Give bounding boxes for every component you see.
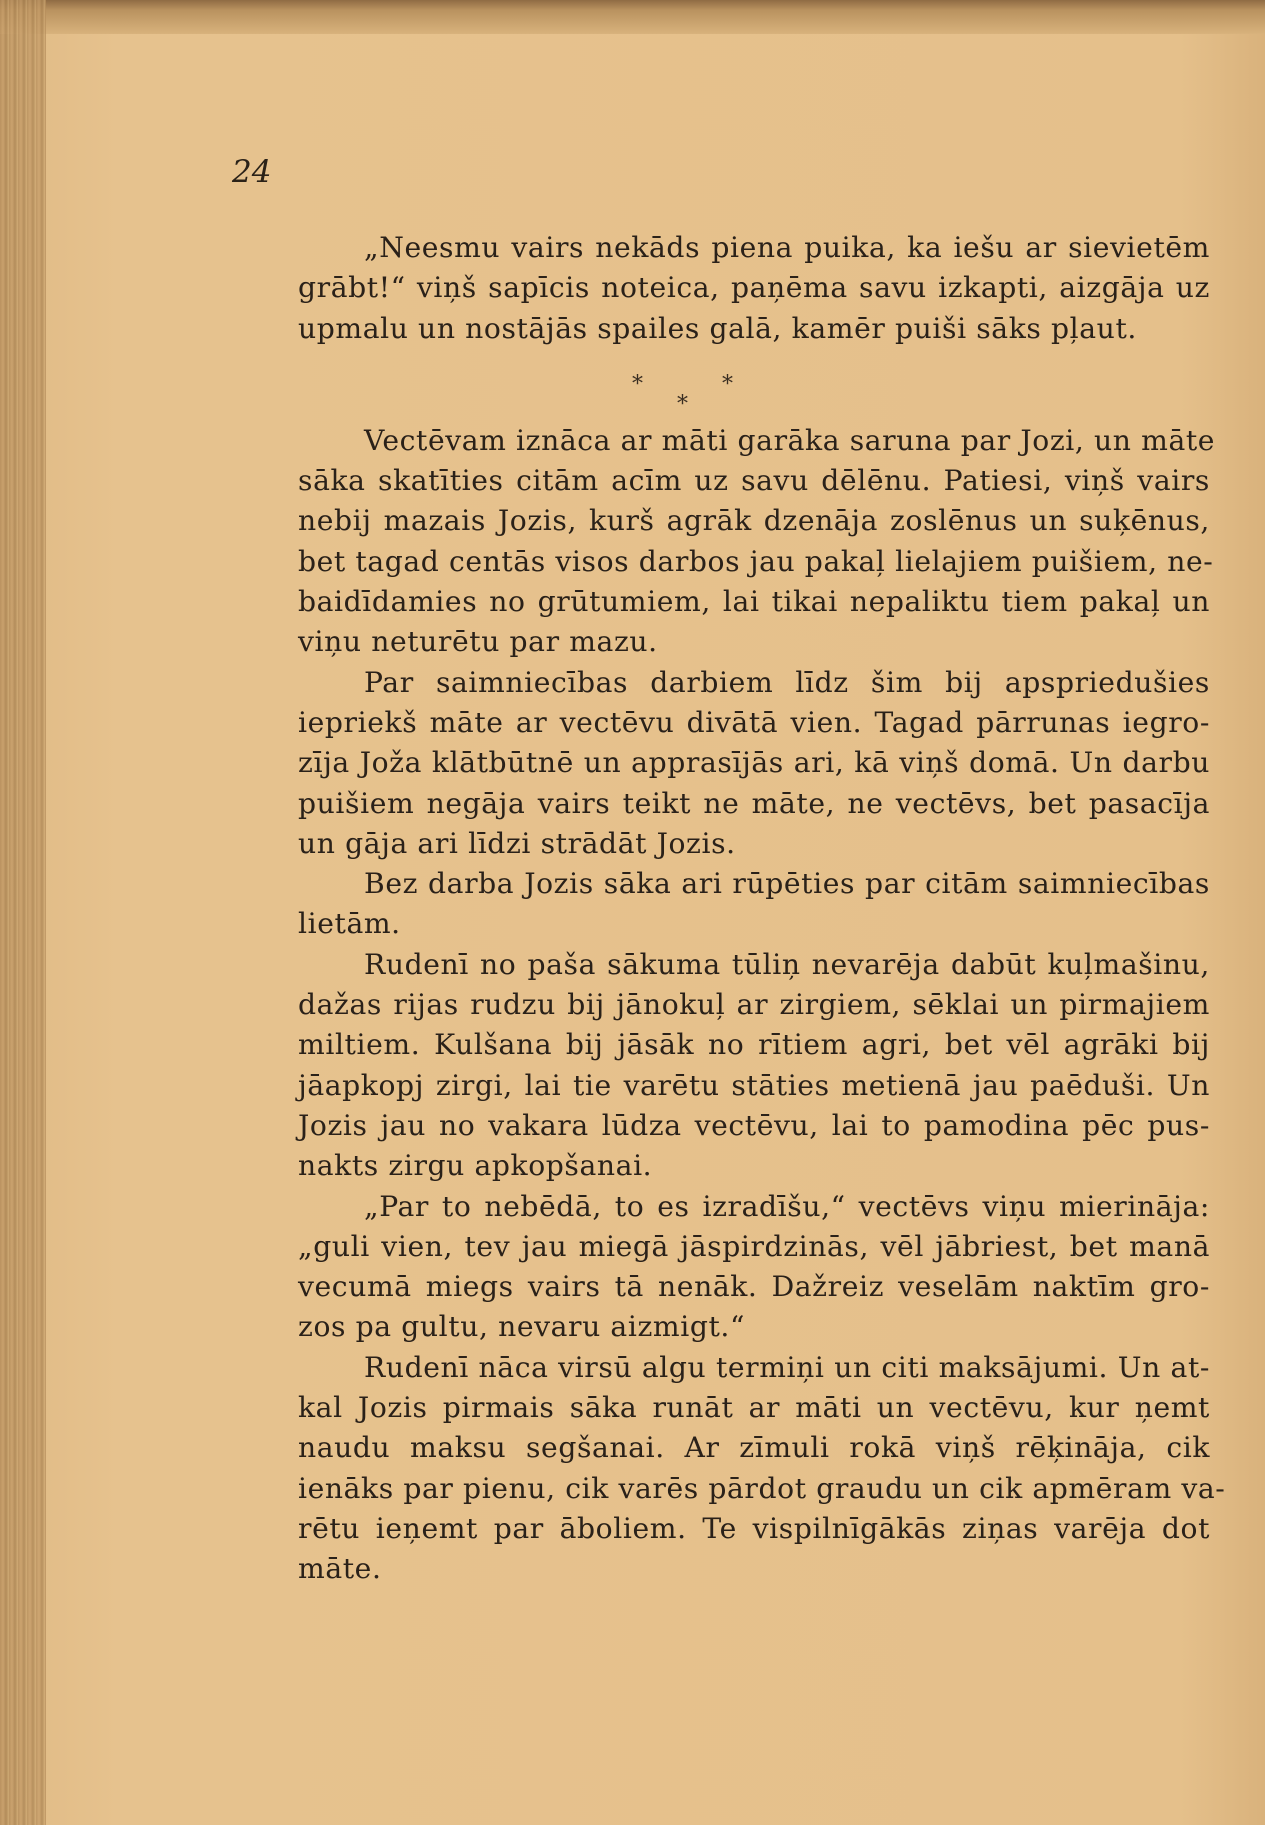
text-line: kal Jozis pirmais sāka runāt ar māti un vectēvu, kur ņemt [298, 1391, 1210, 1425]
text-line: jāapkopj zirgi, lai tie varētu stāties metienā jau paēduši. Un [298, 1068, 1210, 1102]
page-text [232, 228, 1226, 1590]
text-line: bet tagad centās visos darbos jau pakaļ lielajiem puišiem, ne- [298, 544, 1214, 578]
text-line: „guli vien, tev jau miegā jāspirdzinās, vēl jābriest, bet manā [298, 1229, 1210, 1263]
page-top-edge [0, 0, 1265, 34]
text-line: un gāja ari līdzi strādāt Jozis. [298, 826, 736, 860]
text-line: puišiem negāja vairs teikt ne māte, ne vectēvs, bet pasacīja [298, 786, 1210, 820]
text-line: „Par to nebēdā, to es izradīšu,“ vectēvs viņu mierināja: [364, 1189, 1210, 1223]
text-line: ienāks par pienu, cik varēs pārdot graudu un cik apmēram va- [298, 1471, 1226, 1505]
page-number: 24 [232, 154, 272, 190]
text-line: grābt!“ viņš sapīcis noteica, paņēma savu izkapti, aizgāja uz [298, 271, 1210, 305]
text-line: viņu neturētu par mazu. [298, 625, 658, 659]
text-line: zos pa gultu, nevaru aizmigt.“ [298, 1310, 745, 1344]
text-line: iepriekš māte ar vectēvu divātā vien. Tagad pārrunas iegro- [298, 705, 1210, 739]
text-line: baidīdamies no grūtumiem, lai tikai nepaliktu tiem pakaļ un [298, 585, 1210, 619]
text-line: Rudenī no paša sākuma tūliņ nevarēja dabūt kuļmašinu, [364, 947, 1210, 981]
asterisk: * [722, 371, 734, 397]
text-line: lietām. [298, 907, 401, 941]
paragraph [232, 945, 1210, 1187]
paragraph [232, 1348, 1226, 1590]
text-line: upmalu un nostājās spailes galā, kamēr puiši sāks pļaut. [298, 311, 1137, 345]
text-line: naudu maksu segšanai. Ar zīmuli rokā viņš rēķināja, cik [298, 1431, 1210, 1465]
page-binding-edge [0, 0, 46, 1825]
text-line: Bez darba Jozis sāka ari rūpēties par citām saimniecības [364, 867, 1210, 901]
text-line: Vectēvam iznāca ar māti garāka saruna par Jozi, un māte [364, 423, 1216, 457]
text-line: rētu ieņemt par āboliem. Te vispilnīgākās ziņas varēja dot [298, 1511, 1210, 1545]
text-line: Par saimniecības darbiem līdz šim bij apspriedušies [364, 665, 1210, 699]
text-line: Rudenī nāca virsū algu termiņi un citi maksājumi. Un at- [364, 1350, 1210, 1384]
text-line: sāka skatīties citām acīm uz savu dēlēnu. Patiesi, viņš vairs [298, 464, 1210, 498]
text-line: nebij mazais Jozis, kurš agrāk dzenāja zoslēnus un suķēnus, [298, 504, 1210, 538]
asterisk: * [632, 371, 644, 397]
text-line: māte. [298, 1552, 382, 1586]
text-line: vecumā miegs vairs tā nenāk. Dažreiz veselām naktīm gro- [298, 1270, 1210, 1304]
paragraph [232, 663, 1210, 864]
section-separator [232, 349, 1210, 421]
paragraph [232, 864, 1210, 945]
text-line: dažas rijas rudzu bij jānokuļ ar zirgiem, sēklai un pirmajiem [298, 988, 1210, 1022]
text-line: nakts zirgu apkopšanai. [298, 1149, 653, 1183]
asterisk: * [677, 391, 689, 417]
text-line: miltiem. Kulšana bij jāsāk no rītiem agri, bet vēl agrāki bij [298, 1028, 1210, 1062]
paragraph [232, 421, 1216, 663]
paragraph [232, 1187, 1210, 1348]
text-line: „Neesmu vairs nekāds piena puika, ka iešu ar sievietēm [364, 231, 1210, 264]
paragraph [232, 228, 1210, 349]
text-line: zīja Joža klātbūtnē un apprasījās ari, kā viņš domā. Un darbu [298, 746, 1210, 780]
text-line: Jozis jau no vakara lūdza vectēvu, lai to pamodina pēc pus- [298, 1108, 1210, 1142]
